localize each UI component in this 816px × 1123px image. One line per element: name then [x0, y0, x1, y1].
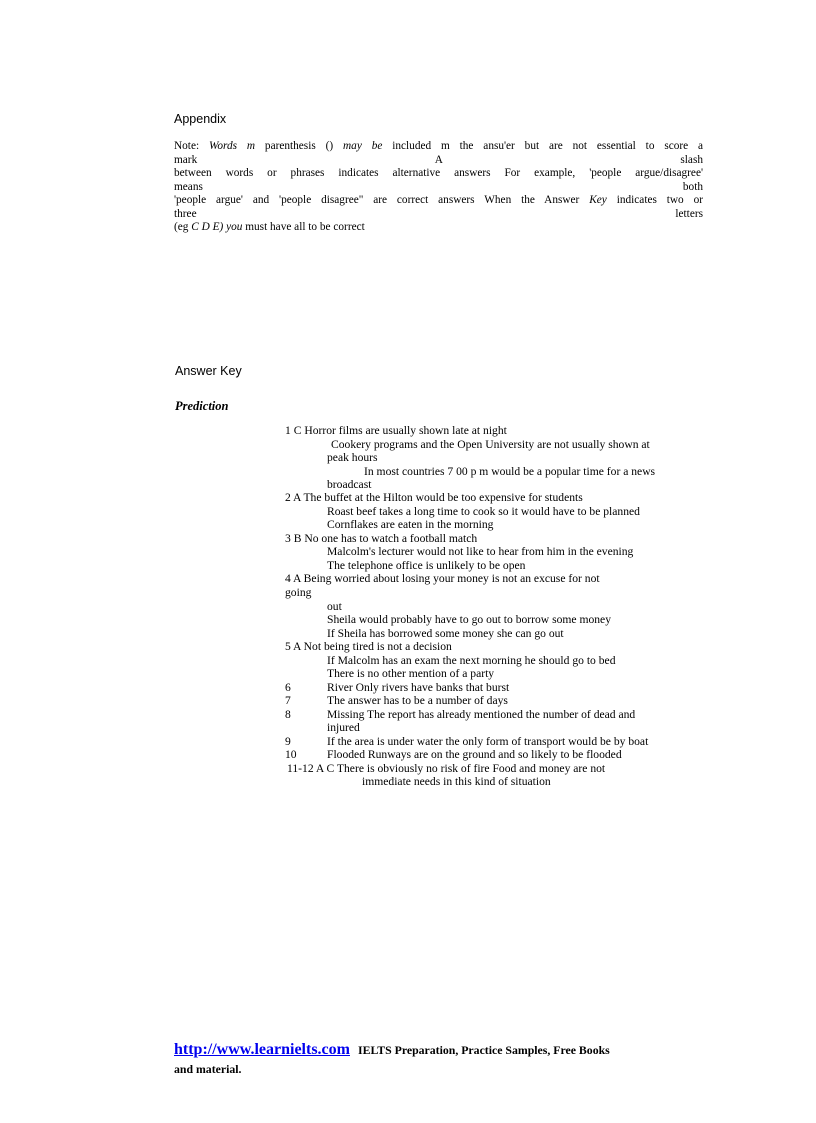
- answer-line: If Malcolm has an exam the next morning he should go to bed: [327, 653, 616, 667]
- answer-line: There is no other mention of a party: [327, 667, 495, 680]
- note-text: must have all to be correct: [245, 221, 365, 233]
- answer-key-heading: Answer Key: [175, 364, 242, 378]
- note-line-4: [174, 181, 703, 195]
- note-italic-words: Words m: [208, 140, 256, 152]
- answer-number: 6: [285, 680, 291, 694]
- note-text: parenthesis (): [264, 140, 334, 152]
- answer-line: Roast beef takes a long time to cook so it would have to be planned: [327, 504, 640, 518]
- note-line-3: [174, 167, 703, 181]
- note-text: A: [434, 153, 443, 166]
- note-line-7: [174, 221, 365, 235]
- answer-line: Flooded Runways are on the ground and so likely to be flooded: [327, 748, 622, 761]
- answer-number: 9: [285, 734, 291, 748]
- answer-line: Sheila would probably have to go out to borrow some money: [327, 613, 612, 626]
- answer-line: 4 A Being worried about losing your money is not an excuse for not: [285, 572, 600, 585]
- answer-line: broadcast: [327, 478, 372, 491]
- note-line-2: [174, 154, 703, 168]
- answer-line: Cookery programs and the Open University are not usually shown at: [331, 437, 650, 451]
- footer-text-line-2: and material.: [174, 1062, 242, 1076]
- answer-line: In most countries 7 00 p m would be a popular time for a news: [364, 464, 656, 478]
- note-line-1: [174, 140, 703, 154]
- note-text: slash: [680, 153, 703, 166]
- note-text: letters: [675, 207, 703, 220]
- note-text: three: [174, 207, 197, 220]
- footer-link[interactable]: http://www.learnielts.com: [174, 1041, 350, 1058]
- answer-number: 8: [285, 707, 291, 721]
- answer-line: 1 C Horror films are usually shown late at night: [285, 424, 507, 437]
- note-italic-letters: C D E) you: [191, 221, 243, 233]
- answer-line: 2 A The buffet at the Hilton would be too expensive for students: [285, 491, 583, 504]
- note-italic-key: Key: [589, 194, 607, 206]
- note-text: 'people argue' and 'people disagree" are correct answers When the Answer: [174, 194, 580, 206]
- footer-text: IELTS Preparation, Practice Samples, Free Books: [357, 1043, 610, 1057]
- answer-line: Malcolm's lecturer would not like to hear from him in the evening: [327, 545, 634, 558]
- note-text: means: [174, 180, 203, 193]
- note-line-5: [174, 194, 703, 208]
- answer-line: The telephone office is unlikely to be open: [327, 558, 526, 572]
- note-text: between words or phrases indicates alternative answers For example, 'people argue/disagree': [174, 167, 703, 179]
- appendix-heading: Appendix: [174, 112, 227, 126]
- answer-number: 10: [285, 748, 297, 761]
- answer-line: immediate needs in this kind of situation: [362, 775, 551, 788]
- footer: [174, 1041, 610, 1059]
- prediction-subheading: Prediction: [175, 399, 229, 413]
- note-prefix: Note:: [174, 140, 200, 152]
- note-text: both: [682, 180, 703, 193]
- answer-line: 11-12 A C There is obviously no risk of fire Food and money are not: [287, 761, 606, 775]
- note-italic-may-be: may be: [343, 140, 383, 152]
- answer-line: If Sheila has borrowed some money she can go out: [327, 626, 564, 640]
- answer-line: peak hours: [327, 451, 378, 464]
- answer-number: 7: [285, 694, 291, 707]
- answer-line: going: [285, 586, 312, 599]
- answer-line: River Only rivers have banks that burst: [327, 680, 510, 694]
- note-line-6: [174, 208, 703, 222]
- answer-line: out: [327, 599, 342, 613]
- answer-line: 5 A Not being tired is not a decision: [285, 640, 452, 653]
- note-text: (eg: [174, 221, 189, 233]
- answer-line: If the area is under water the only form of transport would be by boat: [327, 734, 649, 748]
- answer-line: Cornflakes are eaten in the morning: [327, 518, 494, 531]
- answer-line: Missing The report has already mentioned the number of dead and: [327, 707, 636, 721]
- answer-line: injured: [327, 721, 360, 734]
- note-text: mark: [174, 153, 198, 166]
- note-text: included m the ansu'er but are not essential to score a: [392, 140, 704, 152]
- answer-line: The answer has to be a number of days: [327, 694, 508, 707]
- note-text: indicates two or: [616, 194, 704, 206]
- answer-line: 3 B No one has to watch a football match: [285, 531, 478, 545]
